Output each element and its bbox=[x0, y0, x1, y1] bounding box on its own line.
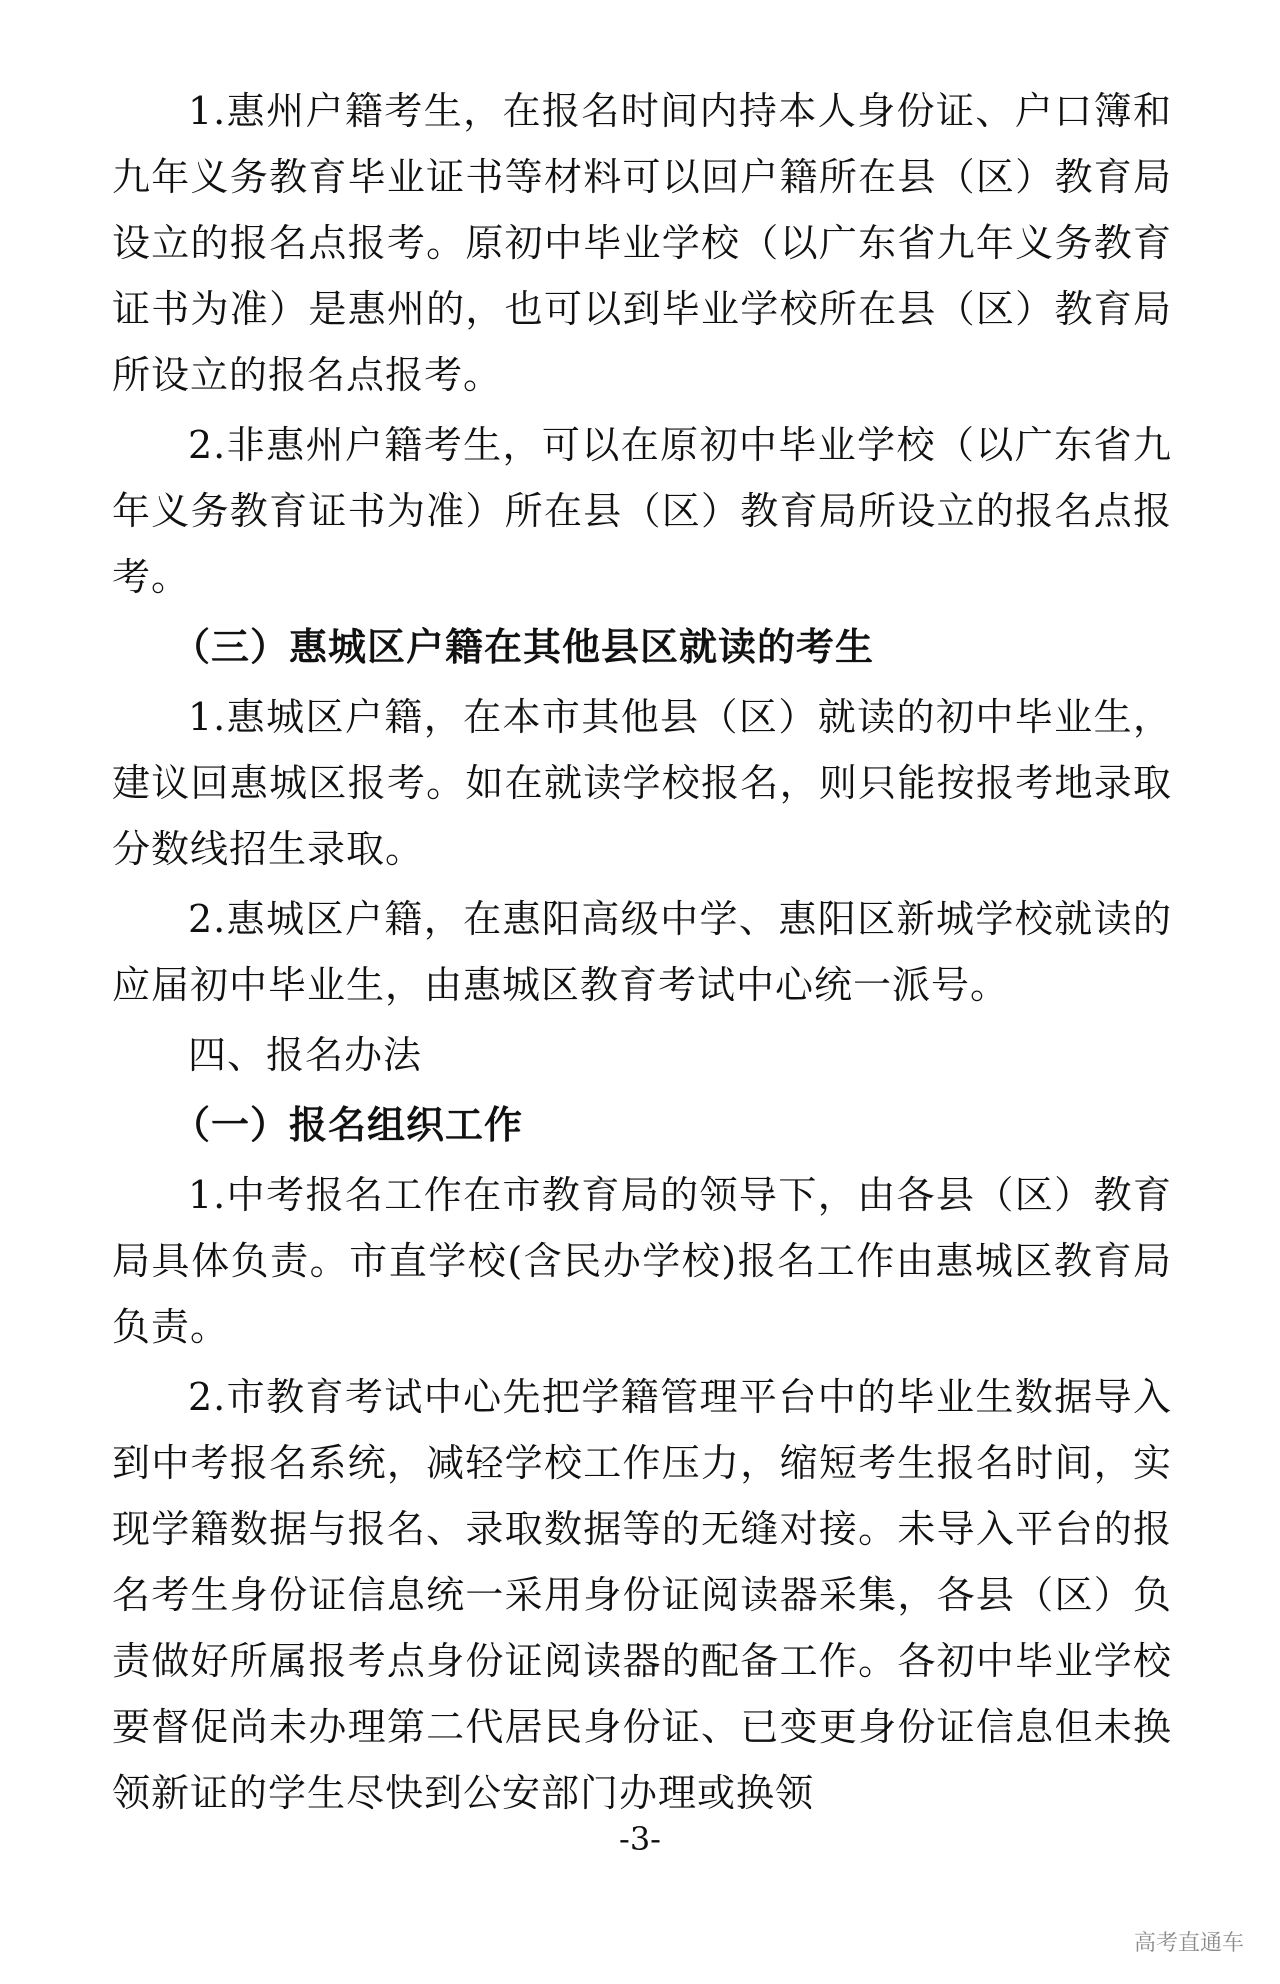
subheading-huicheng-other-districts: （三）惠城区户籍在其他县区就读的考生 bbox=[172, 624, 875, 669]
paragraph-huicheng-huiyang-schools: 2.惠城区户籍，在惠阳高级中学、惠阳区新城学校就读的应届初中毕业生，由惠城区教育考试中心统一派号。 bbox=[112, 897, 1172, 1007]
paragraph-huicheng-other-county: 1.惠城区户籍，在本市其他县（区）就读的初中毕业生，建议回惠城区报考。如在就读学校报名，则只能按报考地录取分数线招生录取。 bbox=[112, 695, 1172, 871]
watermark: 高考直通车 bbox=[1133, 1931, 1244, 1956]
subheading-registration-organization: （一）报名组织工作 bbox=[172, 1102, 524, 1147]
paragraph-registration-data-import: 2.市教育考试中心先把学籍管理平台中的毕业生数据导入到中考报名系统，减轻学校工作压力，缩短考生报名时间，实现学籍数据与报名、录取数据等的无缝对接。未导入平台的报名考生身份证信息统一采用身份证阅读器采集，各县（区）负责做好所属报考点身份证阅读器的配备工作。各初中毕业学校要督促尚未办理第二代居民身份证、已变更身份证信息但未换领新证的学生尽快到公安部门办理或换领 bbox=[112, 1375, 1172, 1815]
page-number: -3- bbox=[619, 1820, 661, 1858]
paragraph-huizhou-household: 1.惠州户籍考生，在报名时间内持本人身份证、户口簿和九年义务教育毕业证书等材料可以回户籍所在县（区）教育局设立的报名点报考。原初中毕业学校（以广东省九年义务教育证书为准）是惠州的，也可以到毕业学校所在县（区）教育局所设立的报名点报考。 bbox=[112, 89, 1172, 397]
paragraph-registration-leadership: 1.中考报名工作在市教育局的领导下，由各县（区）教育局具体负责。市直学校(含民办学校)报名工作由惠城区教育局负责。 bbox=[112, 1173, 1172, 1349]
paragraph-non-huizhou-household: 2.非惠州户籍考生，可以在原初中毕业学校（以广东省九年义务教育证书为准）所在县（区）教育局所设立的报名点报考。 bbox=[112, 423, 1172, 599]
section-heading-registration-method: 四、报名办法 bbox=[188, 1033, 423, 1077]
document-body bbox=[112, 78, 1172, 1830]
